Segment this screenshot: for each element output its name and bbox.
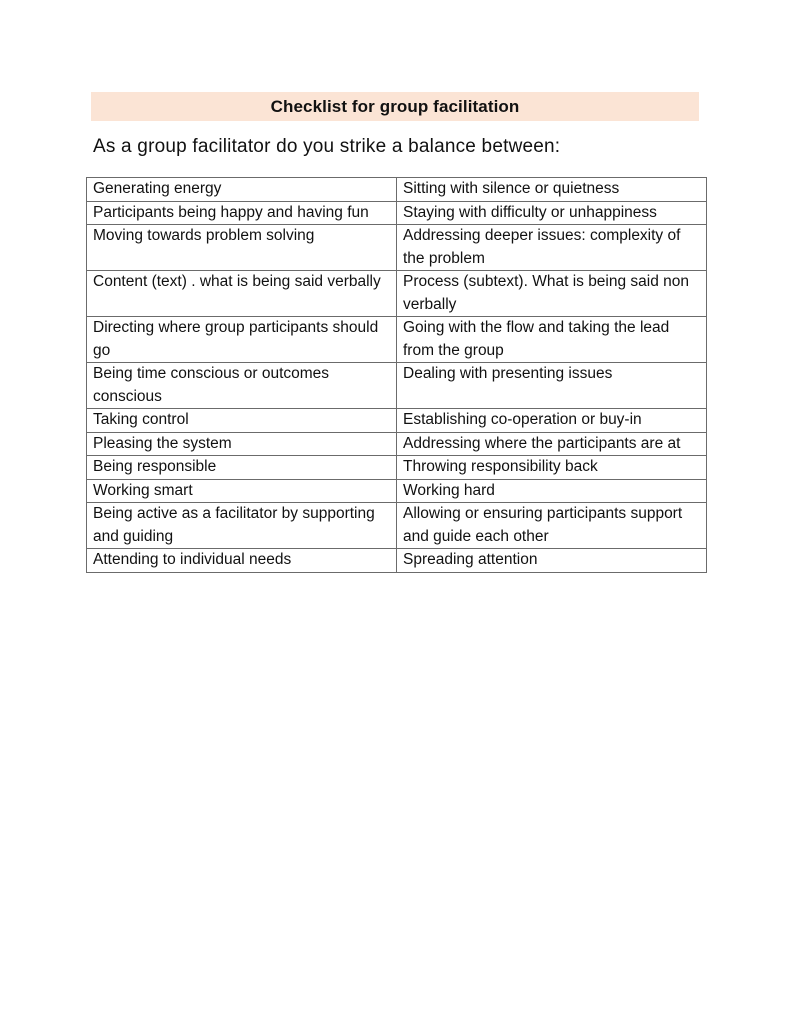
- left-cell: Participants being happy and having fun: [87, 201, 397, 225]
- right-cell: Spreading attention: [397, 549, 707, 573]
- table-row: [87, 178, 707, 202]
- table-row: [87, 432, 707, 456]
- right-cell: Dealing with presenting issues: [397, 363, 707, 409]
- right-cell: Addressing deeper issues: complexity of the problem: [397, 225, 707, 271]
- table-row: [87, 456, 707, 480]
- title-banner: [91, 92, 699, 121]
- left-cell: Being responsible: [87, 456, 397, 480]
- left-cell: Being time conscious or outcomes conscious: [87, 363, 397, 409]
- table-row: [87, 363, 707, 409]
- left-cell: Being active as a facilitator by supporting and guiding: [87, 503, 397, 549]
- left-cell: Pleasing the system: [87, 432, 397, 456]
- right-cell: Staying with difficulty or unhappiness: [397, 201, 707, 225]
- right-cell: Allowing or ensuring participants support and guide each other: [397, 503, 707, 549]
- left-cell: Taking control: [87, 409, 397, 433]
- document-title: Checklist for group facilitation: [270, 96, 520, 116]
- table-row: [87, 201, 707, 225]
- left-cell: Moving towards problem solving: [87, 225, 397, 271]
- left-cell: Directing where group participants should go: [87, 317, 397, 363]
- table-row: [87, 479, 707, 503]
- balance-checklist-table: [86, 177, 707, 573]
- left-cell: Attending to individual needs: [87, 549, 397, 573]
- table-row: [87, 503, 707, 549]
- right-cell: Establishing co-operation or buy-in: [397, 409, 707, 433]
- right-cell: Sitting with silence or quietness: [397, 178, 707, 202]
- intro-text: As a group facilitator do you strike a balance between:: [93, 136, 561, 157]
- table-row: [87, 409, 707, 433]
- right-cell: Throwing responsibility back: [397, 456, 707, 480]
- table-row: [87, 317, 707, 363]
- left-cell: Generating energy: [87, 178, 397, 202]
- right-cell: Working hard: [397, 479, 707, 503]
- right-cell: Going with the flow and taking the lead from the group: [397, 317, 707, 363]
- table-row: [87, 225, 707, 271]
- right-cell: Addressing where the participants are at: [397, 432, 707, 456]
- left-cell: Content (text) . what is being said verbally: [87, 271, 397, 317]
- table-row: [87, 549, 707, 573]
- right-cell: Process (subtext). What is being said non verbally: [397, 271, 707, 317]
- left-cell: Working smart: [87, 479, 397, 503]
- table-row: [87, 271, 707, 317]
